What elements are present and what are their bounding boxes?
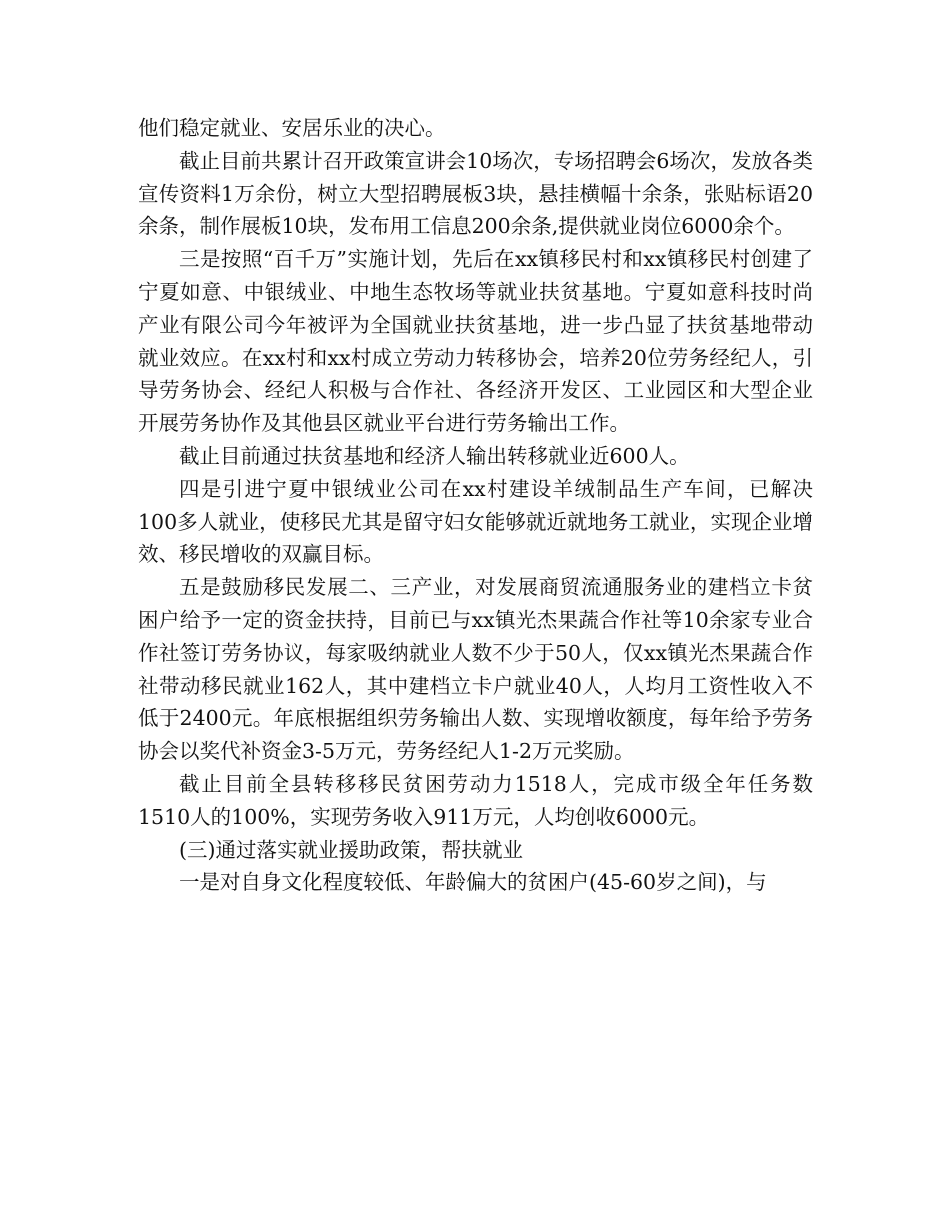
paragraph-policy-statistics: 截止目前共累计召开政策宣讲会10场次，专场招聘会6场次，发放各类宣传资料1万余份，树立大型招聘展板3块，悬挂横幅十余条，张贴标语20余条，制作展板10块，发布用工信息200余条,提供就业岗位6000余个。 (138, 148, 813, 239)
section-heading-employment-assistance: (三)通过落实就业援助政策，帮扶就业 (179, 837, 523, 862)
paragraph-low-education-households: 一是对自身文化程度较低、年龄偏大的贫困户(45-60岁之间)，与 (179, 870, 767, 895)
paragraph-poverty-bases: 三是按照“百千万”实施计划，先后在xx镇移民村和xx镇移民村创建了宁夏如意、中银绒业、中地生态牧场等就业扶贫基地。宁夏如意科技时尚产业有限公司今年被评为全国就业扶贫基地，进一步凸显了扶贫基地带动就业效应。在xx村和xx村成立劳动力转移协会，培养20位劳务经纪人，引导劳务协会、经纪人积极与合作社、各经济开发区、工业园区和大型企业开展劳务协作及其他县区就业平台进行劳务输出工作。 (138, 247, 813, 436)
paragraph-cooperatives: 五是鼓励移民发展二、三产业，对发展商贸流通服务业的建档立卡贫困户给予一定的资金扶持，目前已与xx镇光杰果蔬合作社等10余家专业合作社签订劳务协议，每家吸纳就业人数不少于50人，仅xx镇光杰果蔬合作社带动移民就业162人，其中建档立卡户就业40人，人均月工资性收入不低于2400元。年底根据组织劳务输出人数、实现增收额度，每年给予劳务协会以奖代补资金3-5万元，劳务经纪人1-2万元奖励。 (138, 575, 813, 764)
paragraph-county-totals: 截止目前全县转移移民贫困劳动力1518人，完成市级全年任务数1510人的100%，实现劳务收入911万元，人均创收6000元。 (138, 771, 813, 829)
paragraph-transfer-summary: 截止目前通过扶贫基地和经济人输出转移就业近600人。 (179, 443, 690, 468)
paragraph-continuation: 他们稳定就业、安居乐业的决心。 (138, 116, 446, 140)
document-body (138, 112, 813, 899)
paragraph-cashmere-workshop: 四是引进宁夏中银绒业公司在xx村建设羊绒制品生产车间，已解决100多人就业，使移民尤其是留守妇女能够就近就地务工就业，实现企业增效、移民增收的双赢目标。 (138, 476, 813, 567)
